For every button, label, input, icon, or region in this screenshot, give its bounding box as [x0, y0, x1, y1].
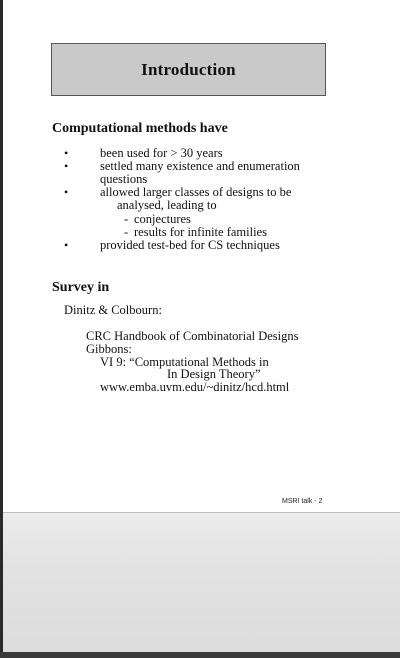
- sub-item-dash: -: [124, 225, 129, 239]
- slide-footer: MSRI talk - 2: [282, 498, 323, 505]
- survey-book: CRC Handbook of Combinatorial Designs: [86, 329, 299, 343]
- chapter-title-line1: VI 9: “Computational Methods in: [100, 355, 269, 369]
- survey-authors: Dinitz & Colbourn:: [64, 303, 162, 317]
- list-item-text: allowed larger classes of designs to be: [100, 185, 292, 199]
- section-heading-computational-methods: Computational methods have: [52, 121, 228, 136]
- section-heading-survey: Survey in: [52, 280, 110, 295]
- scan-divider: [3, 512, 400, 513]
- bullet-icon: •: [64, 238, 69, 252]
- sub-item-text: conjectures: [134, 212, 191, 226]
- list-item-text: provided test-bed for CS techniques: [100, 238, 280, 252]
- list-item-text-continued: questions: [100, 172, 148, 186]
- bullet-icon: •: [64, 146, 69, 160]
- scan-bottom-edge: [0, 652, 400, 658]
- scan-bottom-band: [3, 512, 400, 658]
- chapter-author: Gibbons:: [86, 342, 132, 356]
- sub-item-text: results for infinite families: [134, 225, 267, 239]
- chapter-title-line2: In Design Theory”: [167, 367, 261, 381]
- bullet-icon: •: [64, 185, 69, 199]
- survey-url: www.emba.uvm.edu/~dinitz/hcd.html: [100, 380, 290, 394]
- list-item-text: settled many existence and enumeration: [100, 159, 300, 173]
- slide-title: Introduction: [141, 59, 236, 79]
- bullet-icon: •: [64, 159, 69, 173]
- list-item-text: been used for > 30 years: [100, 146, 223, 160]
- list-item-text-continued: analysed, leading to: [117, 198, 217, 212]
- sub-item-dash: -: [124, 212, 129, 226]
- title-box: [51, 43, 326, 96]
